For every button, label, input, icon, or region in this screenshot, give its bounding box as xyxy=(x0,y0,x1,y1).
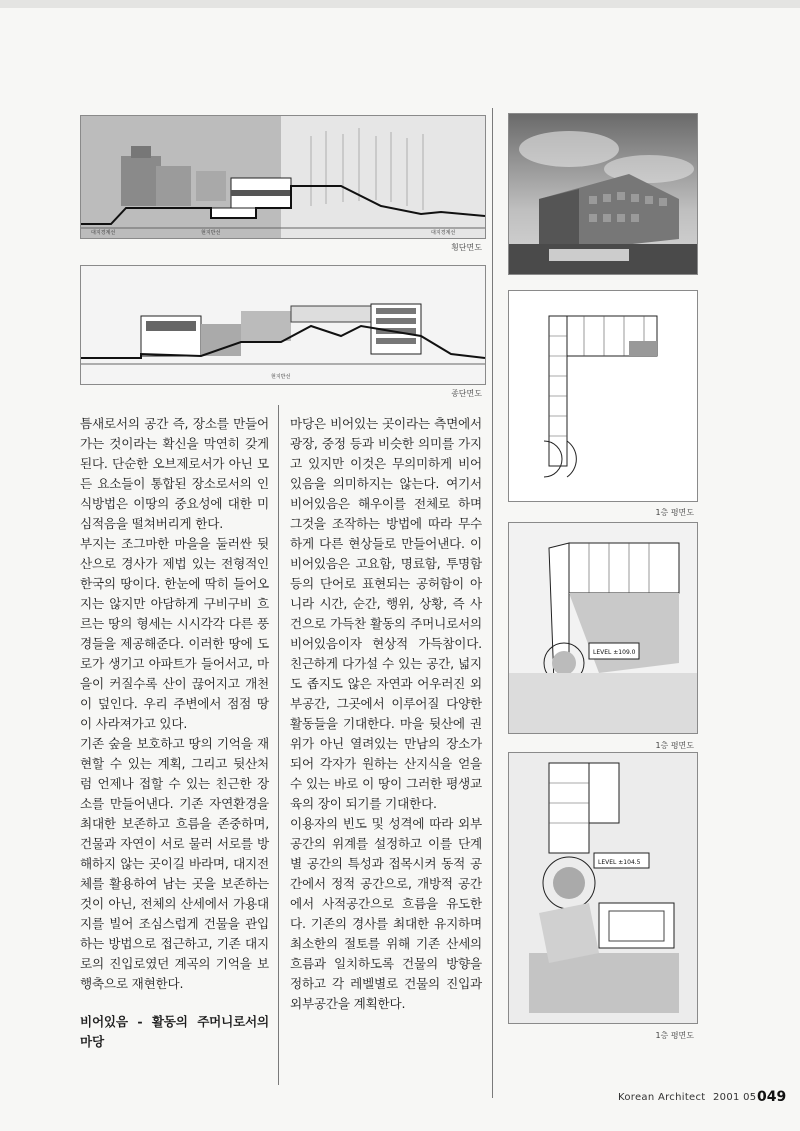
right-text-column xyxy=(290,414,482,1014)
column-rule-mid xyxy=(492,108,493,1098)
footer-magazine xyxy=(618,1092,756,1103)
right-paragraph-1: 마당은 비어있는 곳이라는 측면에서 광장, 중정 등과 비슷한 의미를 가지고 있지만 이것은 무의미하게 비어있음을 의미하지는 않는다. 여기서 비어있음은 해우이를 전체로 하며 그것을 조작하는 방법에 따라 무수하게 다른 현상들로 만들어낸다. 이 비어있음은 고요함, 명료함, 투명함 등의 단어로 표현되는 공허함이 아니라 시간, 순간, 행위, 상황, 즉 사건으로 가득찬 활동의 주머니로서의 비어있음이자 현상적 가득참이다. 친근하게 다가설 수 있는 공간, 넓지도 좁지도 않은 자연과 어우러진 외부공간, 그곳에서 이루어질 다양한 활동들을 기대한다. 마을 뒷산에 권위가 아닌 열려있는 만남의 장소가 되어 각자가 원하는 산지식을 얻을 수 있는 바로 이 땅이 그러한 평생교육의 장이 되기를 기대한다. xyxy=(290,416,482,811)
left-paragraph-1: 틈새로서의 공간 즉, 장소를 만들어가는 것이라는 확신을 막연히 갖게 된다. 단순한 오브제로서가 아닌 모든 요소들이 통합된 장소로서의 인식방법은 이땅의 중요성에 대한 미심적음을 떨쳐버리게 한다. xyxy=(80,416,269,531)
svg-text:현지반선: 현지반선 xyxy=(271,374,291,380)
right-paragraph-2: 이용자의 빈도 및 성격에 따라 외부공간의 위계를 설정하고 이를 단계별 공간의 특성과 접목시켜 동적 공간에서 정적 공간으로, 개방적 공간에서 사적공간으로 흐름을 유도한다. 기존의 경사를 최대한 유지하며 최소한의 절토를 위해 기존 산세의 흐름과 일치하도록 건물의 방향을 정하고 각 레벨별로 건물의 진입과 외부공간을 계획한다. xyxy=(290,816,482,1011)
plan1-caption: 1층 평면도 xyxy=(655,508,694,517)
section-subheading: 비어있음 - 활동의 주머니로서의 마당 xyxy=(80,1014,269,1049)
longitudinal-section-drawing xyxy=(80,265,486,385)
magazine-name: Korean Architect xyxy=(618,1092,706,1103)
plan2-caption: 1층 평면도 xyxy=(655,741,694,750)
cross-section-drawing xyxy=(80,115,486,239)
column-rule-left xyxy=(278,405,279,1085)
floor-plan-3 xyxy=(508,752,698,1024)
issue-date: 2001 05 xyxy=(713,1092,757,1103)
svg-text:대지경계선: 대지경계선 xyxy=(91,230,116,236)
long-section-caption: 종단면도 xyxy=(451,389,482,398)
page-number: 049 xyxy=(757,1089,787,1105)
plan3-caption: 1층 평면도 xyxy=(655,1031,694,1040)
floor-plan-1 xyxy=(508,290,698,502)
building-photo xyxy=(508,113,698,275)
floor-plan-2 xyxy=(508,522,698,734)
cross-section-caption: 횡단면도 xyxy=(451,243,482,252)
svg-text:대지경계선: 대지경계선 xyxy=(431,230,456,236)
plan2-level-label: LEVEL ±109.0 xyxy=(593,649,636,656)
svg-text:현지반선: 현지반선 xyxy=(201,230,221,236)
left-paragraph-3: 기존 숲을 보호하고 땅의 기억을 재현할 수 있는 계획, 그리고 뒷산처럼 언제나 접할 수 있는 친근한 장소를 만들어낸다. 기존 자연환경을 최대한 보존하고 흐름을 존중하며, 건물과 자연이 서로 물러 서로를 방해하지 않는 곳이길 바라며, 대지전체를 활용하여 남는 곳을 보존하는 것이 아닌, 전체의 산세에서 가용대지를 빌어 조심스럽게 건물을 관입하는 방법으로 접근하고, 기존 대지로의 진입로였던 계곡의 기억을 보행축으로 재현한다. xyxy=(80,736,269,991)
left-paragraph-2: 부지는 조그마한 마을을 둘러싼 뒷산으로 경사가 제법 있는 전형적인 한국의 땅이다. 한눈에 딱히 들어오지는 않지만 아담하게 구비구비 흐르는 땅의 형세는 시시각각 다른 풍경들을 제공해준다. 이러한 땅에 도로가 생기고 아파트가 들어서고, 마을이 커질수록 산이 끊어지고 개천이 덮인다. 우리 주변에서 점점 땅이 사라져가고 있다. xyxy=(80,536,269,731)
top-band xyxy=(0,0,800,8)
left-text-column xyxy=(80,414,269,1052)
plan3-level-label: LEVEL ±104.5 xyxy=(598,859,641,866)
